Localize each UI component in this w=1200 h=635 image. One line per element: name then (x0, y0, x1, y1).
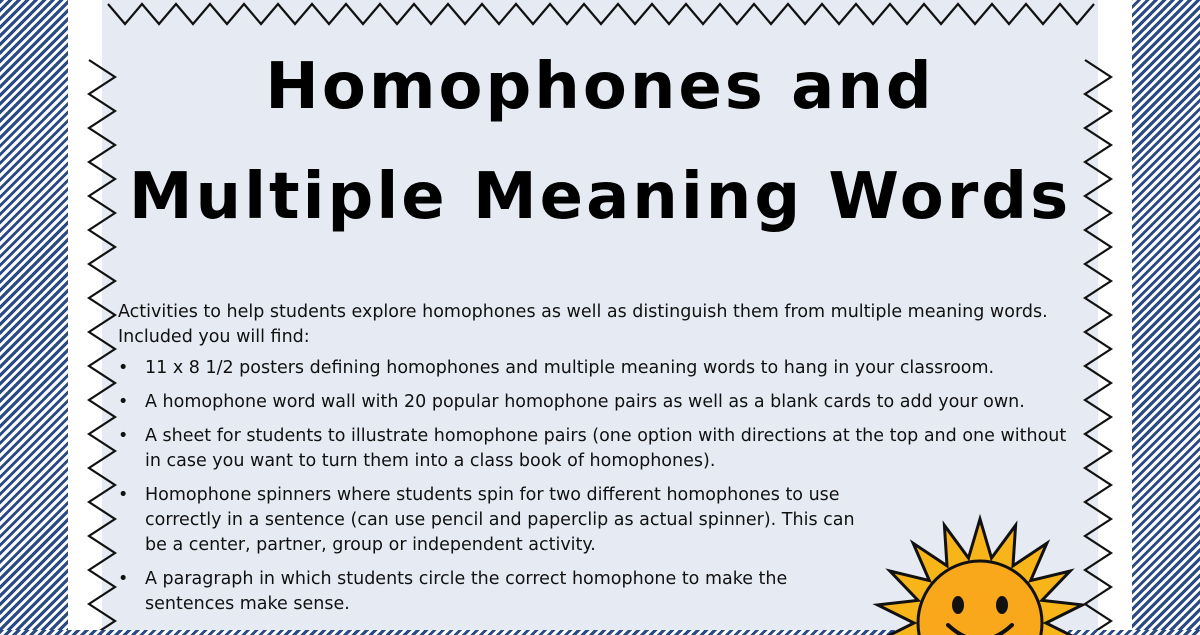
list-item: • 11 x 8 1/2 posters defining homophones and multiple meaning words to hang in your classroom. (118, 356, 1078, 381)
list-item: • Homophone spinners where students spin for two different homophones to use correctly in a sentence (can use pencil and paperclip as actual spinner). This can be a center, partner, group or independent activity. (118, 483, 857, 558)
list-item: • A paragraph in which students circle the correct homophone to make the sentences make sense. (118, 567, 857, 617)
intro-paragraph: Activities to help students explore homophones as well as distinguish them from multiple meaning words. Included you will find: (118, 302, 1048, 347)
title-line-2: Multiple Meaning Words (128, 160, 1072, 234)
list-item: • A sheet for students to illustrate homophone pairs (one option with directions at the top and one without in case you want to turn them into a class book of homophones). (118, 424, 1078, 474)
list-item: • A homophone word wall with 20 popular homophone pairs as well as a blank cards to add your own. (118, 390, 1078, 415)
title-line-1: Homophones and (265, 50, 935, 124)
smiling-sun-icon (850, 505, 1110, 635)
